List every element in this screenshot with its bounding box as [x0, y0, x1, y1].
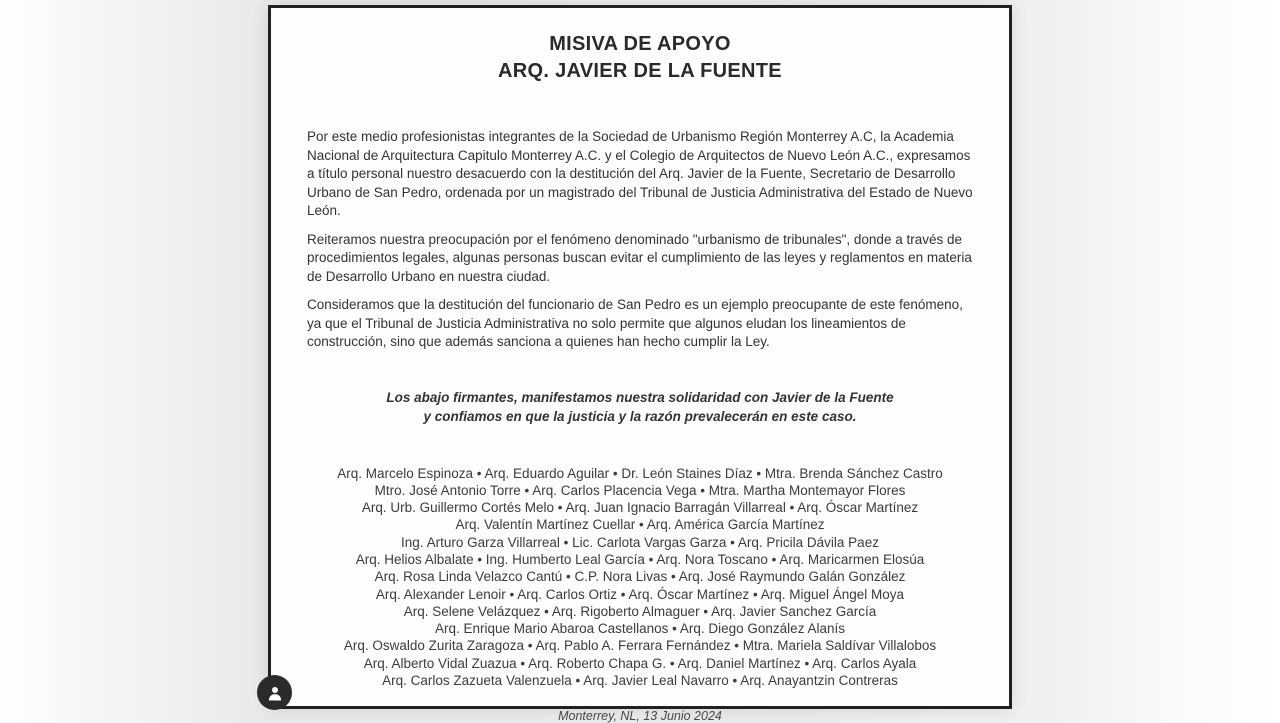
signatory-line: Arq. Alberto Vidal Zuazua • Arq. Roberto Chapa G. • Arq. Daniel Martínez • Arq. Carlos Ayala	[363, 655, 917, 671]
statement-line2: y confiamos en que la justicia y la razón prevalecerán en este caso.	[423, 408, 857, 424]
letter-title	[271, 31, 1009, 85]
signatory-line: Arq. Carlos Zazueta Valenzuela • Arq. Javier Leal Navarro • Arq. Anayantzin Contreras	[382, 673, 898, 689]
signatory-line: Arq. Marcelo Espinoza • Arq. Eduardo Aguilar • Dr. León Staines Díaz • Mtra. Brenda Sánchez Castro	[337, 465, 943, 481]
paragraph-1: Por este medio profesionistas integrantes de la Sociedad de Urbanismo Región Monterrey A.C, la Academia Nacional de Arquitectura Capitulo Monterrey A.C. y el Colegio de Arquitectos de Nuevo León A.C., expresamos a título personal nuestro desacuerdo con la destitución del Arq. Javier de la Fuente, Secretario de Desarrollo Urbano de San Pedro, ordenada por un magistrado del Tribunal de Justicia Administrativa del Estado de Nuevo León.	[307, 129, 973, 218]
signatories-list	[271, 465, 1009, 690]
signatory-line: Arq. Urb. Guillermo Cortés Melo • Arq. Juan Ignacio Barragán Villarreal • Arq. Óscar Martínez	[361, 500, 919, 516]
statement-line1: Los abajo firmantes, manifestamos nuestra solidaridad con Javier de la Fuente	[386, 389, 894, 405]
dateline: Monterrey, NL, 13 Junio 2024	[558, 709, 722, 723]
signatory-line: Arq. Selene Velázquez • Arq. Rigoberto Almaguer • Arq. Javier Sanchez García	[403, 603, 877, 619]
person-icon	[266, 684, 284, 702]
letter-body	[307, 128, 975, 352]
solidarity-statement	[271, 388, 1009, 426]
signatory-line: Ing. Arturo Garza Villarreal • Lic. Carlota Vargas Garza • Arq. Pricila Dávila Paez	[401, 534, 879, 550]
signatory-line: Arq. Enrique Mario Abaroa Castellanos • Arq. Diego González Alanís	[435, 621, 845, 637]
paragraph-2: Reiteramos nuestra preocupación por el fenómeno denominado "urbanismo de tribunales", donde a través de procedimientos legales, algunas personas buscan evitar el cumplimiento de las leyes y reglamentos en materia de Desarrollo Urbano en nuestra ciudad.	[307, 231, 972, 284]
signatory-line: Arq. Oswaldo Zurita Zaragoza • Arq. Pablo A. Ferrara Fernández • Mtra. Mariela Saldívar Villalobos	[343, 638, 937, 654]
letter-sheet	[268, 5, 1012, 723]
letter-title-line2: ARQ. JAVIER DE LA FUENTE	[498, 60, 782, 82]
signatory-line: Arq. Alexander Lenoir • Arq. Carlos Ortiz • Arq. Óscar Martínez • Arq. Miguel Ángel Moya	[375, 586, 905, 602]
tagged-people-badge[interactable]	[257, 675, 292, 710]
signatory-line: Mtro. José Antonio Torre • Arq. Carlos Placencia Vega • Mtra. Martha Montemayor Flores	[374, 482, 906, 498]
signatory-line: Arq. Helios Albalate • Ing. Humberto Leal García • Arq. Nora Toscano • Arq. Maricarmen Elosúa	[355, 551, 925, 567]
signatory-line: Arq. Rosa Linda Velazco Cantú • C.P. Nora Livas • Arq. José Raymundo Galán González	[374, 569, 906, 585]
paragraph-3: Consideramos que la destitución del funcionario de San Pedro es un ejemplo preocupante de este fenómeno, ya que el Tribunal de Justicia Administrativa no solo permite que algunos eludan los lineamientos de construcción, sino que además sanciona a quienes han hecho cumplir la Ley.	[307, 297, 963, 349]
signatory-line: Arq. Valentín Martínez Cuellar • Arq. América García Martínez	[455, 517, 825, 533]
letter-title-line1: MISIVA DE APOYO	[549, 33, 731, 55]
